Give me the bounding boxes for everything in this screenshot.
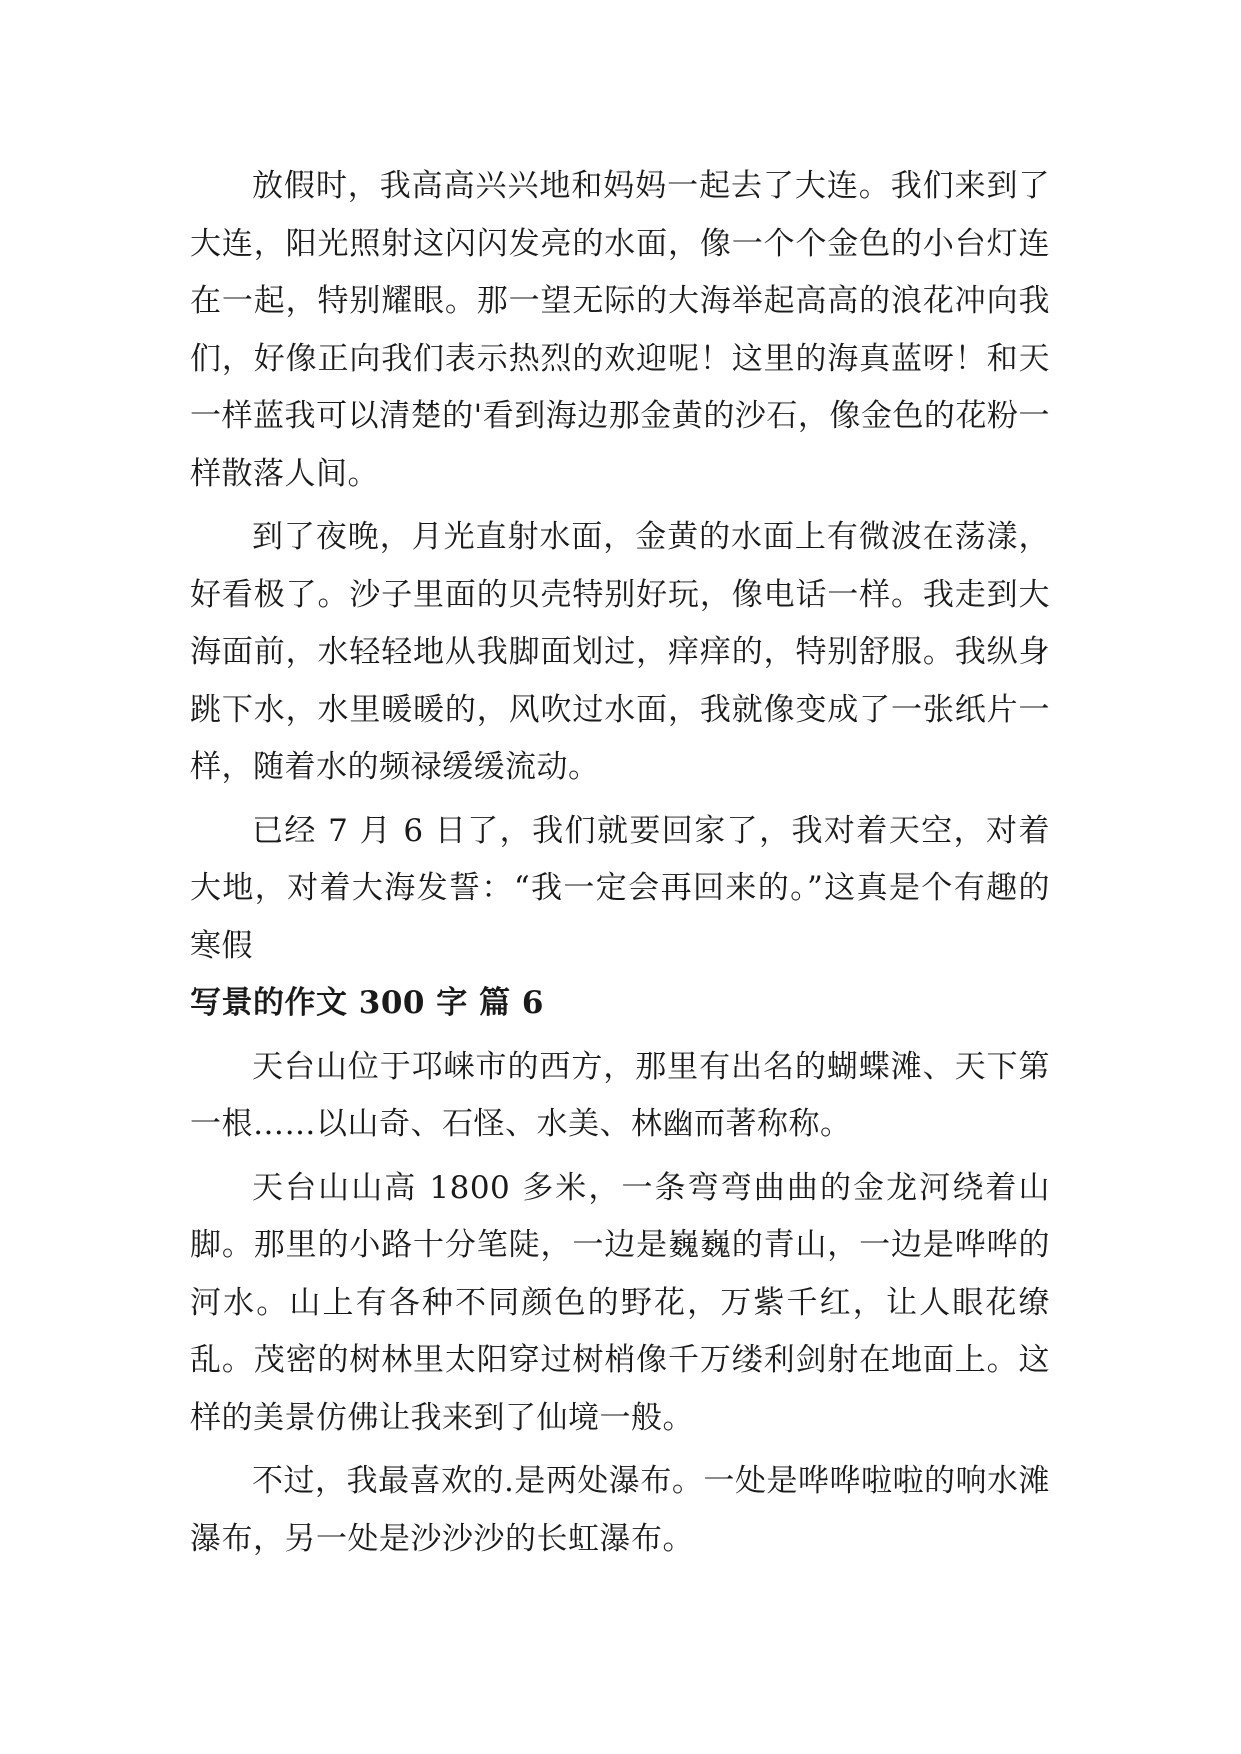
paragraph-waterfalls: 不过，我最喜欢的.是两处瀑布。一处是哗哗啦啦的响水滩瀑布，另一处是沙沙沙的长虹瀑布。: [190, 1463, 1050, 1557]
paragraph-night-sea: 到了夜晚，月光直射水面，金黄的水面上有微波在荡漾，好看极了。沙子里面的贝壳特别好玩，像电话一样。我走到大海面前，水轻轻地从我脚面划过，痒痒的，特别舒服。我纵身跳下水，水里暖暖的，风吹过水面，我就像变成了一张纸片一样，随着水的频禄缓缓流动。: [190, 519, 1050, 785]
section-heading: 写景的作文 300 字 篇 6: [190, 985, 544, 1021]
paragraph-going-home: 已经 7 月 6 日了，我们就要回家了，我对着天空，对着大地，对着大海发誓：“我一定会再回来的。”这真是个有趣的寒假: [190, 812, 1050, 964]
paragraph-holiday-dalian: 放假时，我高高兴兴地和妈妈一起去了大连。我们来到了大连，阳光照射这闪闪发亮的水面，像一个个金色的小台灯连在一起，特别耀眼。那一望无际的大海举起高高的浪花冲向我们，好像正向我们表示热烈的欢迎呢！这里的海真蓝呀！和天一样蓝我可以清楚的'看到海边那金黄的沙石，像金色的花粉一样散落人间。: [190, 168, 1050, 492]
paragraph-tiantai-location: 天台山位于邛崃市的西方，那里有出名的蝴蝶滩、天下第一根……以山奇、石怪、水美、林幽而著称称。: [190, 1048, 1050, 1142]
paragraph-tiantai-scenery: 天台山山高 1800 多米，一条弯弯曲曲的金龙河绕着山脚。那里的小路十分笔陡，一边是巍巍的青山，一边是哗哗的河水。山上有各种不同颜色的野花，万紫千红，让人眼花缭乱。茂密的树林里太阳穿过树梢像千万缕利剑射在地面上。这样的美景仿佛让我来到了仙境一般。: [190, 1169, 1050, 1436]
document-page: [190, 158, 1050, 1568]
